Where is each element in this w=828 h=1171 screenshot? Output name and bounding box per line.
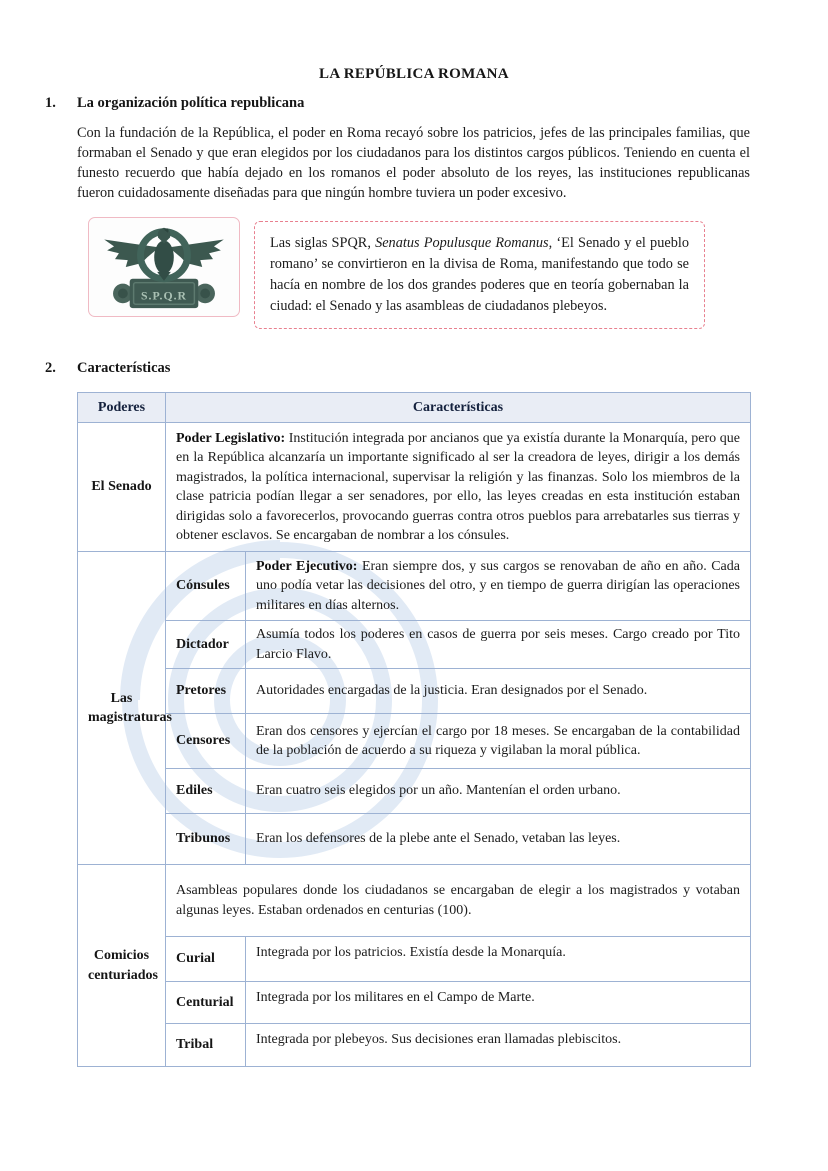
table-row [78, 865, 751, 937]
senado-content [166, 423, 751, 552]
curial-label: Curial [166, 937, 246, 982]
section-1-number: 1. [45, 95, 56, 111]
ediles-content: Eran cuatro seis elegidos por un año. Mantenían el orden urbano. [246, 769, 751, 814]
consules-lead: Poder Ejecutivo: [256, 558, 358, 574]
note-text-start: Las siglas SPQR, [270, 235, 376, 251]
dictador-content: Asumía todos los poderes en casos de guerra por seis meses. Cargo creado por Tito Larcio Flavo. [246, 621, 751, 669]
centurial-content: Integrada por los militares en el Campo de Marte. [246, 982, 751, 1024]
section-1-title: La organización política republicana [77, 95, 305, 111]
censores-content: Eran dos censores y ejercían el cargo por 18 meses. Se encargaban de la contabilidad de la población de acuerdo a su riqueza y vigilaban la moral pública. [246, 714, 751, 769]
table-row [78, 769, 751, 814]
pretores-label: Pretores [166, 669, 246, 714]
note-latin-phrase: Senatus Populusque Romanus [375, 235, 549, 251]
comicios-intro: Asambleas populares donde los ciudadanos se encargaban de elegir a los magistrados y votaban algunas leyes. Estaban ordenados en centurias (100). [166, 865, 751, 937]
spqr-note-box [254, 221, 705, 329]
spqr-eagle-graphic [89, 218, 239, 316]
header-caracteristicas: Características [166, 393, 751, 423]
section-2-title: Características [77, 360, 171, 376]
table-row [78, 1024, 751, 1067]
tribal-content: Integrada por plebeyos. Sus decisiones eran llamadas plebiscitos. [246, 1024, 751, 1067]
table-row [78, 982, 751, 1024]
spqr-eagle-image [88, 217, 240, 317]
section-2-number: 2. [45, 360, 56, 376]
table-row [78, 669, 751, 714]
magistraturas-label: Las magistraturas [78, 552, 166, 865]
table-header-row [78, 393, 751, 423]
table-row [78, 621, 751, 669]
table-row [78, 937, 751, 982]
caracteristicas-table [77, 392, 751, 1067]
spqr-plinth-inscription: S.P.Q.R [141, 289, 187, 303]
consules-text: Eran siempre dos, y sus cargos se renovaban de año en año. Cada uno podía vetar las decisiones del otro, y en tiempo de guerra dirigían las operaciones militares en días alternos. [256, 558, 740, 613]
censores-label: Censores [166, 714, 246, 769]
section-1-heading [45, 95, 750, 112]
senado-label: El Senado [78, 423, 166, 552]
section-2-heading [45, 360, 750, 377]
curial-content: Integrada por los patricios. Existía desde la Monarquía. [246, 937, 751, 982]
page-title: LA REPÚBLICA ROMANA [319, 66, 509, 82]
senado-text: Institución integrada por ancianos que ya existía durante la Monarquía, pero que en la República alcanzaría un importante significado al ser la creadora de leyes, dirigir a los demás magistrados, la política internacional, supervisar la religión y las finanzas. Solo los miembros de la clase patricia podían llegar a ser senadores, por ello, las leyes creadas en esta institución estaban dirigidas solo a favorecerlos, provocando guerras contra otros pueblos para arrebatarles sus tierras y obtener esclavos. Se encargaban de nombrar a los cónsules. [176, 430, 740, 543]
ediles-label: Ediles [166, 769, 246, 814]
tribunos-content: Eran los defensores de la plebe ante el Senado, vetaban las leyes. [246, 814, 751, 865]
tribal-label: Tribal [166, 1024, 246, 1067]
tribunos-label: Tribunos [166, 814, 246, 865]
centurial-label: Centurial [166, 982, 246, 1024]
senado-lead: Poder Legislativo: [176, 430, 286, 446]
pretores-content: Autoridades encargadas de la justicia. Eran designados por el Senado. [246, 669, 751, 714]
table-row [78, 814, 751, 865]
consules-label: Cónsules [166, 552, 246, 621]
table-row [78, 714, 751, 769]
table-row [78, 423, 751, 552]
table-row [78, 552, 751, 621]
dictador-label: Dictador [166, 621, 246, 669]
intro-paragraph: Con la fundación de la República, el poder en Roma recayó sobre los patricios, jefes de las principales familias, que formaban el Senado y que eran elegidos por los ciudadanos para los distintos cargos públicos. Teniendo en cuenta el funesto recuerdo que había dejado en los romanos el poder absoluto de los reyes, las instituciones republicanas fueron cuidadosamente diseñadas para que ningún hombre tuviera un poder excesivo. [77, 125, 750, 201]
header-poderes: Poderes [78, 393, 166, 423]
consules-content [246, 552, 751, 621]
comicios-label: Comicios centuriados [78, 865, 166, 1067]
note-text-end: , ‘El Senado y el pueblo romano’ se convirtieron en la divisa de Roma, manifestando que todo se hacía en nombre de los dos grandes poderes que en teoría gobernaban la ciudad: el Senado y las asambleas de ciudadanos plebeyos. [270, 235, 689, 314]
